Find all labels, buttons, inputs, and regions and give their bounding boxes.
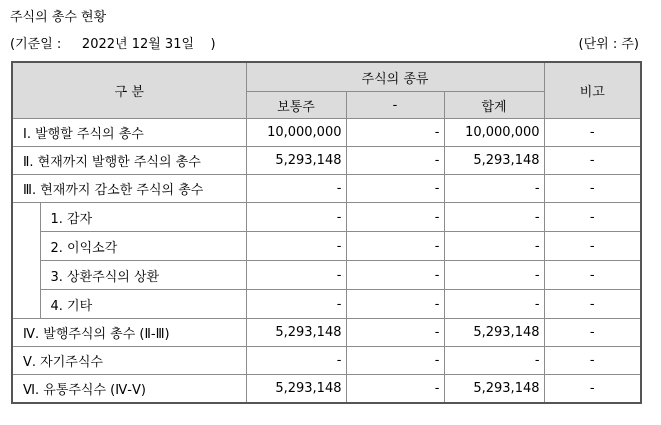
- table-row: [12, 261, 641, 290]
- cell-total: 10,000,000: [444, 119, 544, 147]
- cell-total: -: [444, 203, 544, 232]
- cell-remarks: -: [544, 261, 641, 290]
- cell-other: -: [346, 319, 444, 347]
- header-stock-types: 주식의 종류: [246, 62, 544, 92]
- cell-other: -: [346, 232, 444, 261]
- cell-common: -: [246, 203, 346, 232]
- cell-remarks: -: [544, 203, 641, 232]
- header-row: [12, 62, 641, 92]
- page-title: 주식의 총수 현황: [10, 10, 107, 25]
- row-label: Ⅰ. 발행할 주식의 총수: [12, 119, 246, 147]
- header-common: 보통주: [246, 92, 346, 119]
- cell-other: -: [346, 290, 444, 319]
- cell-other: -: [346, 375, 444, 404]
- stock-table: [11, 61, 642, 404]
- cell-remarks: -: [544, 147, 641, 175]
- cell-common: 5,293,148: [246, 147, 346, 175]
- cell-other: -: [346, 203, 444, 232]
- base-date: (기준일 : 2022년 12월 31일 ): [10, 37, 216, 52]
- header-category: 구 분: [12, 62, 246, 119]
- cell-remarks: -: [544, 375, 641, 404]
- unit-label: (단위 : 주): [578, 37, 639, 52]
- cell-other: -: [346, 147, 444, 175]
- cell-common: -: [246, 232, 346, 261]
- table-row: [12, 232, 641, 261]
- header-total: 합계: [444, 92, 544, 119]
- table-row: [12, 147, 641, 175]
- row-label: 4. 기타: [40, 290, 246, 319]
- indent-spacer: [12, 203, 40, 232]
- cell-common: -: [246, 261, 346, 290]
- cell-total: -: [444, 347, 544, 375]
- cell-remarks: -: [544, 347, 641, 375]
- table-row: [12, 375, 641, 404]
- cell-total: -: [444, 232, 544, 261]
- row-label: Ⅵ. 유통주식수 (Ⅳ-Ⅴ): [12, 375, 246, 404]
- indent-spacer: [12, 232, 40, 261]
- cell-other: -: [346, 175, 444, 203]
- indent-spacer: [12, 290, 40, 319]
- cell-common: 5,293,148: [246, 375, 346, 404]
- cell-remarks: -: [544, 119, 641, 147]
- cell-remarks: -: [544, 319, 641, 347]
- cell-remarks: -: [544, 175, 641, 203]
- cell-common: -: [246, 347, 346, 375]
- cell-total: 5,293,148: [444, 375, 544, 404]
- cell-remarks: -: [544, 232, 641, 261]
- table-row: [12, 203, 641, 232]
- cell-other: -: [346, 347, 444, 375]
- table-row: [12, 119, 641, 147]
- cell-total: -: [444, 261, 544, 290]
- indent-spacer: [12, 261, 40, 290]
- row-label: 2. 이익소각: [40, 232, 246, 261]
- cell-remarks: -: [544, 290, 641, 319]
- cell-common: -: [246, 175, 346, 203]
- row-label: Ⅱ. 현재까지 발행한 주식의 총수: [12, 147, 246, 175]
- cell-other: -: [346, 261, 444, 290]
- table-row: [12, 319, 641, 347]
- cell-total: 5,293,148: [444, 147, 544, 175]
- table-row: [12, 175, 641, 203]
- cell-common: 5,293,148: [246, 319, 346, 347]
- table-row: [12, 290, 641, 319]
- cell-total: 5,293,148: [444, 319, 544, 347]
- cell-total: -: [444, 290, 544, 319]
- row-label: Ⅲ. 현재까지 감소한 주식의 총수: [12, 175, 246, 203]
- row-label: 3. 상환주식의 상환: [40, 261, 246, 290]
- cell-common: 10,000,000: [246, 119, 346, 147]
- row-label: Ⅳ. 발행주식의 총수 (Ⅱ-Ⅲ): [12, 319, 246, 347]
- table-row: [12, 347, 641, 375]
- cell-common: -: [246, 290, 346, 319]
- header-other: -: [346, 92, 444, 119]
- cell-total: -: [444, 175, 544, 203]
- cell-other: -: [346, 119, 444, 147]
- row-label: Ⅴ. 자기주식수: [12, 347, 246, 375]
- header-remarks: 비고: [544, 62, 641, 119]
- row-label: 1. 감자: [40, 203, 246, 232]
